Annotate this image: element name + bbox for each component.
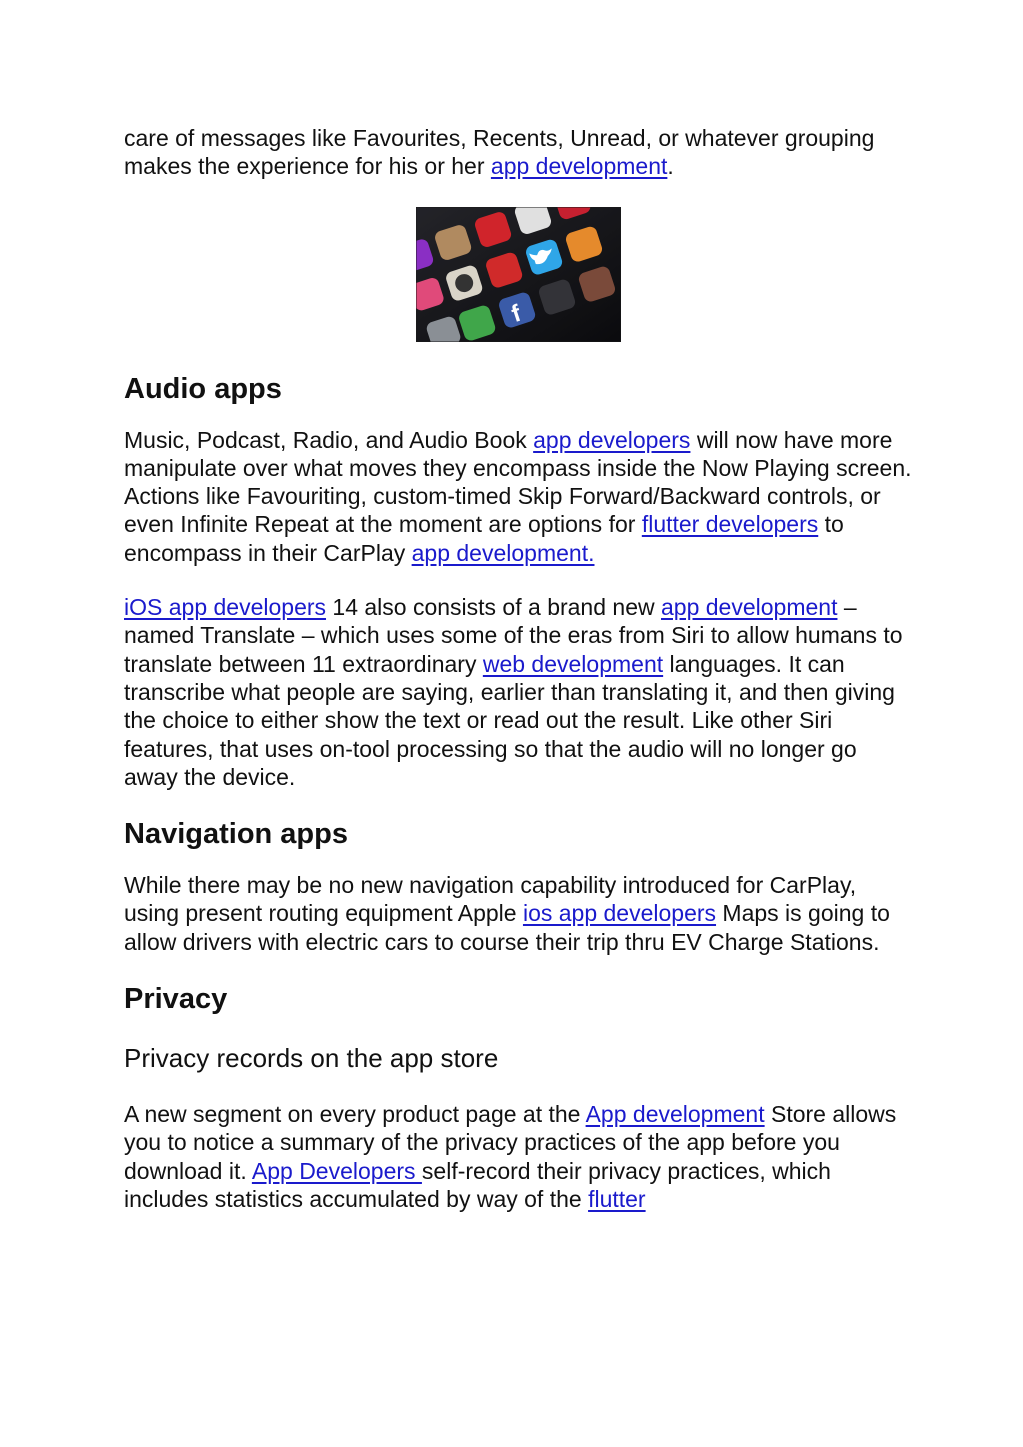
app-development-link[interactable]: App development [585,1101,765,1128]
app-development-link[interactable]: app development [661,594,838,621]
app-developers-link[interactable]: App Developers [251,1157,422,1184]
navigation-paragraph [124,871,914,956]
privacy-paragraph [124,1100,914,1213]
ios-app-developers-link[interactable]: ios app developers [522,900,717,927]
app-development-link[interactable]: app development [490,153,668,180]
text: will now have more manipulate over what moves they encompass inside the Now Playing screen. Actions like Favouriting, custom-timed Skip Forward/Backward controls, or even Infinite Repeat at the moment are options for [124,426,912,538]
text: Music, Podcast, Radio, and Audio Book [124,426,534,453]
intro-paragraph [124,124,914,181]
text: self-record their privacy practices, which includes statistics accumulated by way of the [124,1157,831,1212]
document-page [124,124,914,1213]
audio-paragraph-2 [124,593,914,791]
audio-apps-heading: Audio apps [124,372,282,405]
privacy-heading: Privacy [124,983,228,1016]
audio-paragraph-1 [124,426,914,567]
text: A new segment on every product page at the [124,1101,586,1128]
text: Maps is going to allow drivers with electric cars to course their trip thru EV Charge Stations. [124,900,890,955]
privacy-subheading: Privacy records on the app store [124,1043,499,1074]
image-wrapper [124,207,914,342]
text: . [667,153,674,180]
text: care of messages like Favourites, Recents, Unread, or whatever grouping makes the experience for his or her [124,125,875,180]
flutter-link[interactable]: flutter [588,1185,646,1212]
text: languages. It can transcribe what people are saying, earlier than translating it, and then giving the choice to either show the text or read out the result. Like other Siri features, that uses on-tool processing so that the audio will no longer go away the device. [124,650,895,790]
app-icons-photo [416,207,621,342]
ios-app-developers-link[interactable]: iOS app developers [124,594,327,621]
app-development-link[interactable]: app development. [411,539,595,566]
text: – named Translate – which uses some of the eras from Siri to allow humans to translate between 11 extraordinary [124,594,903,677]
web-development-link[interactable]: web development [482,650,664,677]
text: While there may be no new navigation capability introduced for CarPlay, using present routing equipment Apple [124,872,857,927]
text: Store allows you to notice a summary of the privacy practices of the app before you download it. [124,1101,897,1184]
text: 14 also consists of a brand new [326,594,661,621]
svg-text:f: f [507,299,524,328]
flutter-developers-link[interactable]: flutter developers [641,511,819,538]
app-developers-link[interactable]: app developers [533,426,691,453]
navigation-apps-heading: Navigation apps [124,818,348,851]
text: to encompass in their CarPlay [124,511,844,566]
